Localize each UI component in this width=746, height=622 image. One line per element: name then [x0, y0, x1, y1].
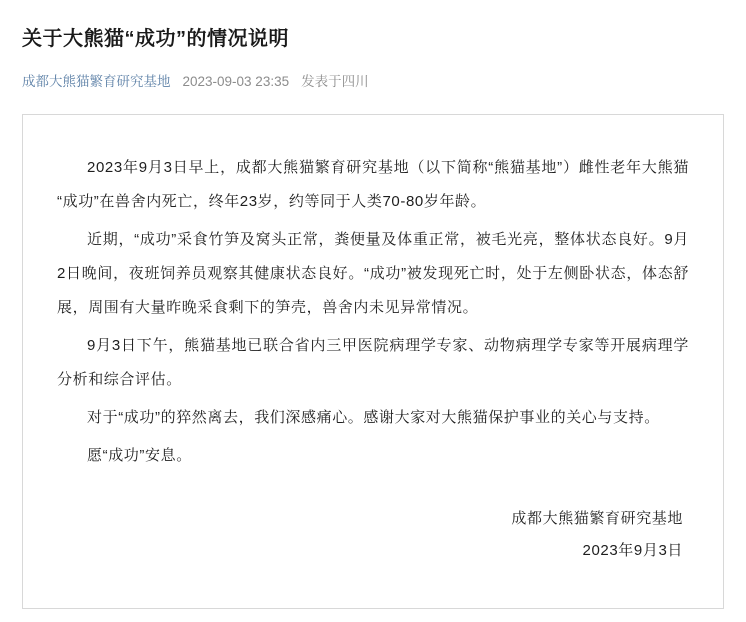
statement-paragraph: 愿“成功”安息。 — [87, 447, 192, 464]
signature-organization: 成都大熊猫繁育研究基地 — [511, 510, 683, 527]
statement-signature — [57, 503, 689, 567]
meta-timestamp: 2023-09-03 23:35 — [182, 74, 290, 89]
statement-paragraph: 2023年9月3日早上，成都大熊猫繁育研究基地（以下简称“熊猫基地”）雌性老年大熊猫“成功”在兽舍内死亡，终年23岁，约等同于人类70-80岁年龄。 — [57, 159, 689, 210]
statement-card — [22, 114, 724, 609]
page-title: 关于大熊猫“成功”的情况说明 — [22, 28, 289, 50]
statement-paragraph: 9月3日下午，熊猫基地已联合省内三甲医院病理学专家、动物病理学专家等开展病理学分析和综合评估。 — [57, 337, 689, 388]
statement-paragraph: 近期，“成功”采食竹笋及窝头正常，粪便量及体重正常，被毛光亮，整体状态良好。9月2日晚间，夜班饲养员观察其健康状态良好。“成功”被发现死亡时，处于左侧卧状态，体态舒展，周围有大量昨晚采食剩下的笋壳，兽舍内未见异常情况。 — [57, 231, 689, 316]
statement-body — [57, 151, 689, 473]
signature-date: 2023年9月3日 — [582, 542, 683, 559]
meta-location: 发表于四川 — [301, 74, 369, 89]
statement-paragraph: 对于“成功”的猝然离去，我们深感痛心。感谢大家对大熊猫保护事业的关心与支持。 — [87, 409, 660, 426]
article-meta — [22, 72, 724, 92]
meta-source-link[interactable]: 成都大熊猫繁育研究基地 — [22, 74, 171, 89]
